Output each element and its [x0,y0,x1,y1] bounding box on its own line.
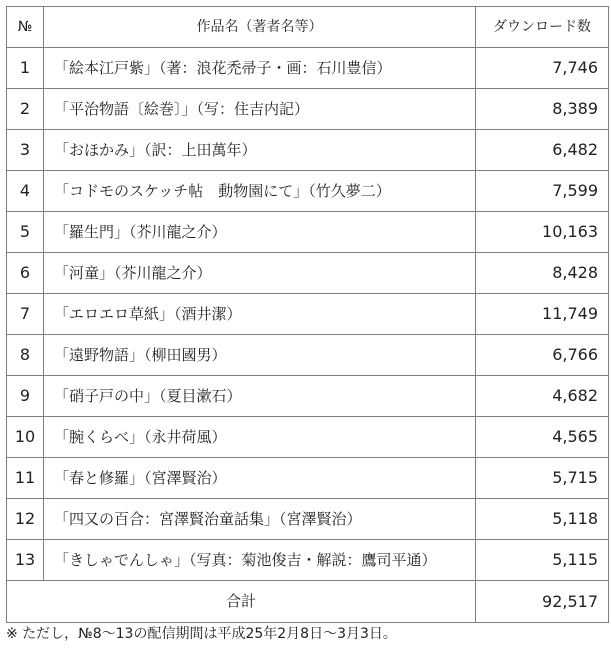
table-row [7,212,609,253]
row-title: 「エロエロ草紙」（酒井潔） [44,294,476,335]
row-no: 10 [7,417,44,458]
row-title: 「コドモのスケッチ帖 動物園にて」（竹久夢二） [44,171,476,212]
row-title: 「平治物語〔絵巻〕」（写：住吉内記） [44,89,476,130]
table-row [7,458,609,499]
table-row [7,294,609,335]
row-no: 13 [7,540,44,581]
table-row [7,130,609,171]
row-downloads: 6,766 [476,335,609,376]
table-row [7,253,609,294]
row-downloads: 5,118 [476,499,609,540]
row-title: 「春と修羅」（宮澤賢治） [44,458,476,499]
row-no: 4 [7,171,44,212]
row-title: 「絵本江戸紫」（著：浪花禿帚子・画：石川豊信） [44,48,476,89]
total-row [7,581,609,623]
row-no: 8 [7,335,44,376]
row-downloads: 5,715 [476,458,609,499]
table-row [7,89,609,130]
table-row [7,335,609,376]
table-header [7,7,609,48]
row-title: 「遠野物語」（柳田國男） [44,335,476,376]
table-row [7,376,609,417]
row-no: 7 [7,294,44,335]
row-no: 12 [7,499,44,540]
row-no: 11 [7,458,44,499]
row-downloads: 7,599 [476,171,609,212]
row-no: 2 [7,89,44,130]
row-downloads: 10,163 [476,212,609,253]
header-title: 作品名（著者名等） [44,7,476,48]
header-downloads: ダウンロード数 [476,7,609,48]
row-downloads: 8,428 [476,253,609,294]
row-title: 「羅生門」（芥川龍之介） [44,212,476,253]
row-no: 3 [7,130,44,171]
total-label: 合計 [7,581,476,623]
table-body [7,48,609,623]
row-no: 1 [7,48,44,89]
footnote: ※ ただし，№8～13の配信期間は平成25年2月8日～3月3日。 [6,626,397,642]
row-title: 「きしゃでんしゃ」（写真：菊池俊吉・解説：鷹司平通） [44,540,476,581]
row-downloads: 4,682 [476,376,609,417]
row-downloads: 5,115 [476,540,609,581]
download-table [6,6,609,623]
row-title: 「おほかみ」（訳：上田萬年） [44,130,476,171]
table-row [7,171,609,212]
row-downloads: 4,565 [476,417,609,458]
row-no: 6 [7,253,44,294]
table-row [7,48,609,89]
row-downloads: 7,746 [476,48,609,89]
row-downloads: 8,389 [476,89,609,130]
row-title: 「四又の百合：宮澤賢治童話集」（宮澤賢治） [44,499,476,540]
row-downloads: 11,749 [476,294,609,335]
row-no: 9 [7,376,44,417]
table-row [7,499,609,540]
row-title: 「硝子戸の中」（夏目漱石） [44,376,476,417]
header-row [7,7,609,48]
row-title: 「腕くらべ」（永井荷風） [44,417,476,458]
row-no: 5 [7,212,44,253]
row-title: 「河童」（芥川龍之介） [44,253,476,294]
header-no: № [7,7,44,48]
total-downloads: 92,517 [476,581,609,623]
table-row [7,540,609,581]
table-row [7,417,609,458]
row-downloads: 6,482 [476,130,609,171]
